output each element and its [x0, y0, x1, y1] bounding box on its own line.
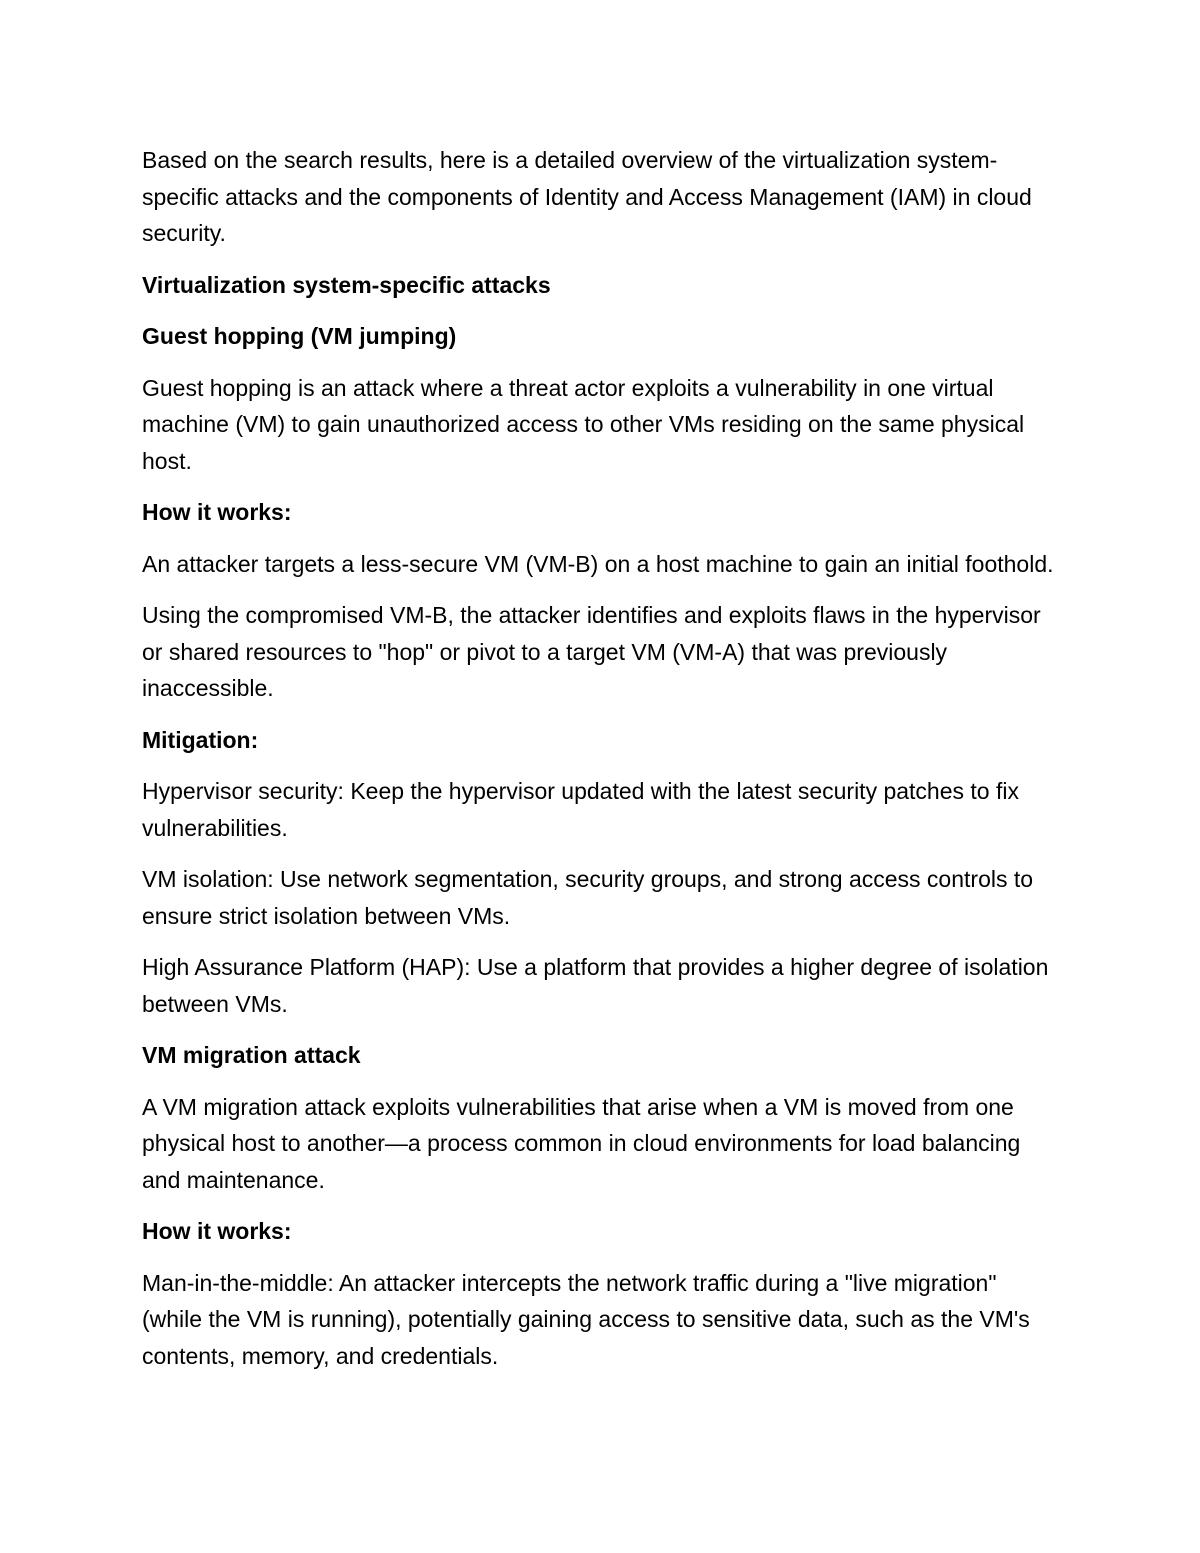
vm-migration-step: Man-in-the-middle: An attacker intercepts the network traffic during a "live migration" (while the VM is running), potentially gaining access to sensitive data, such as the VM's contents, memory, and credentials.: [142, 1269, 1030, 1369]
vm-migration-description: A VM migration attack exploits vulnerabilities that arise when a VM is moved from one physical host to another—a process common in cloud environments for load balancing and maintenance.: [142, 1093, 1021, 1193]
guest-hopping-heading: Guest hopping (VM jumping): [142, 323, 457, 349]
vm-migration-heading: VM migration attack: [142, 1042, 361, 1068]
mitigation-item: Hypervisor security: Keep the hypervisor updated with the latest security patches to fix vulnerabilities.: [142, 778, 1019, 841]
vm-migration-how-heading: How it works:: [142, 1218, 292, 1244]
document-body: [142, 142, 1062, 1389]
guest-hopping-step: Using the compromised VM-B, the attacker identifies and exploits flaws in the hypervisor or shared resources to "hop" or pivot to a target VM (VM-A) that was previously inaccessible.: [142, 602, 1041, 701]
guest-hopping-description: Guest hopping is an attack where a threat actor exploits a vulnerability in one virtual machine (VM) to gain unauthorized access to other VMs residing on the same physical host.: [142, 374, 1025, 474]
guest-hopping-how-heading: How it works:: [142, 499, 292, 525]
mitigation-heading: Mitigation:: [142, 726, 259, 753]
guest-hopping-step: An attacker targets a less-secure VM (VM-B) on a host machine to gain an initial foothold.: [142, 550, 1054, 577]
mitigation-item: VM isolation: Use network segmentation, security groups, and strong access controls to ensure strict isolation between VMs.: [142, 866, 1034, 929]
mitigation-item: High Assurance Platform (HAP): Use a platform that provides a higher degree of isolation between VMs.: [142, 954, 1049, 1017]
section-title: Virtualization system-specific attacks: [142, 271, 551, 298]
intro-paragraph: Based on the search results, here is a detailed overview of the virtualization system-specific attacks and the components of Identity and Access Management (IAM) in cloud security.: [142, 147, 1032, 246]
